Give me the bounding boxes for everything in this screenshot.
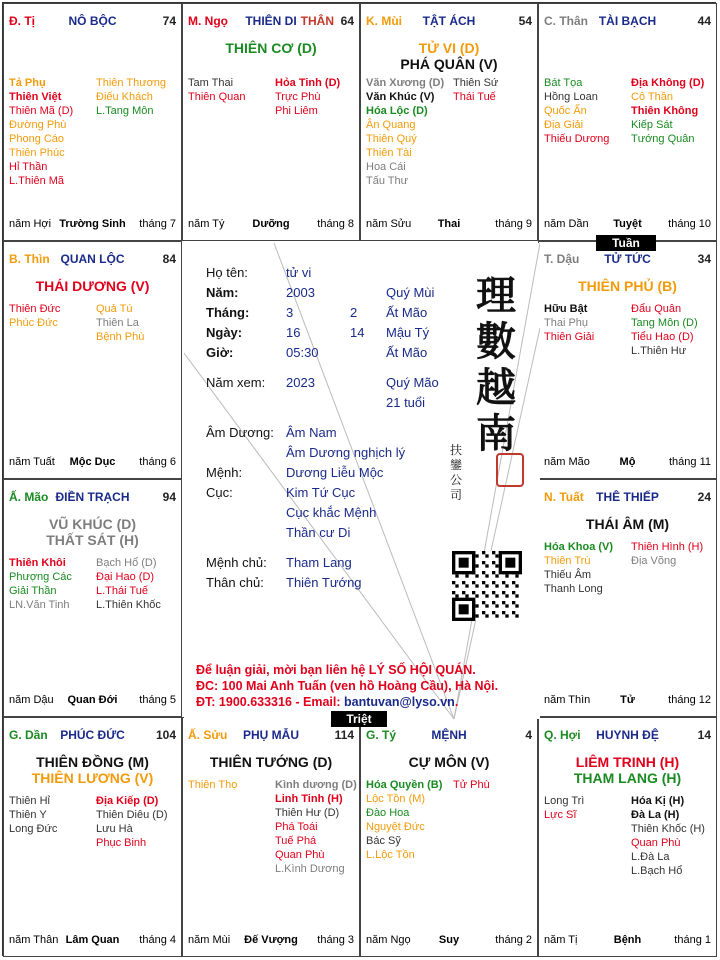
palace-month: tháng 4 — [139, 934, 176, 946]
palace-number: 44 — [697, 14, 711, 28]
palace-month: tháng 11 — [668, 456, 711, 468]
minor-star: Linh Tinh (H) — [275, 793, 343, 805]
minor-stars-right — [631, 540, 715, 568]
palace-position: K. Mùi — [366, 14, 402, 28]
palace-footer — [188, 934, 354, 948]
qr-code-icon[interactable] — [452, 551, 522, 621]
minor-star: Phong Cáo — [9, 133, 65, 145]
minor-star: Tuế Phá — [275, 835, 317, 847]
minor-stars-right — [96, 302, 180, 344]
month-solar: 3 — [286, 305, 294, 320]
minor-star: Phục Binh — [96, 837, 147, 849]
minor-star: Thiên Sứ — [453, 77, 499, 89]
minor-star: Quốc Ấn — [544, 105, 587, 117]
minor-stars-left — [9, 302, 93, 330]
minor-star: Thiên Khôi — [9, 557, 66, 569]
minor-star: Thiên Mã (D) — [9, 105, 74, 117]
minor-star: Phá Toái — [275, 821, 318, 833]
minor-star: L.Đà La — [631, 851, 670, 863]
minor-star: Long Đức — [9, 823, 58, 835]
life-stage: Thai — [437, 218, 461, 230]
palace-header — [544, 14, 711, 30]
palace-year: năm Mùi — [188, 934, 231, 946]
email-link[interactable]: bantuvan@lyso.vn — [344, 695, 455, 709]
palace-suu[interactable] — [182, 717, 360, 957]
minor-star: Hóa Lộc (D) — [366, 105, 428, 117]
palace-number: 54 — [518, 14, 532, 28]
palace-name: THÊ THIẾP — [596, 490, 659, 504]
tu-vi-chart — [2, 2, 716, 956]
minor-stars-left — [9, 556, 93, 612]
triet-marker: Triệt — [331, 711, 387, 727]
minor-star: Thiên Hỉ — [9, 795, 50, 807]
life-stage: Tử — [620, 694, 635, 706]
palace-ti[interactable] — [3, 3, 182, 241]
red-seal-stamp — [496, 453, 524, 487]
minor-stars-left — [9, 794, 93, 836]
minor-star: Bác Sỹ — [366, 835, 401, 847]
palace-number: 94 — [162, 490, 176, 504]
minor-star: Văn Xương (D) — [366, 77, 445, 89]
minor-star: Quả Tú — [96, 303, 133, 315]
minor-star: L.Thái Tuế — [96, 585, 148, 597]
hour-value: 05:30 — [286, 345, 319, 360]
minor-star: Hỉ Thần — [9, 161, 48, 173]
palace-month: tháng 12 — [668, 694, 711, 706]
minor-star: Bệnh Phù — [96, 331, 145, 343]
minor-star: Địa Kiếp (D) — [96, 795, 159, 807]
palace-position: B. Thìn — [9, 252, 50, 266]
palace-tuat[interactable] — [538, 479, 717, 717]
minor-stars-right — [96, 556, 180, 612]
palace-name: MỆNH — [431, 728, 467, 742]
palace-position: G. Dần — [9, 728, 48, 742]
minor-star: Hóa Kị (H) — [631, 795, 685, 807]
palace-number: 64 — [340, 14, 354, 28]
life-stage: Tuyệt — [613, 218, 642, 230]
palace-footer — [188, 218, 354, 232]
main-star: TỬ VI (D) — [418, 40, 480, 56]
life-stage: Trường Sinh — [59, 218, 126, 230]
main-star: THIÊN TƯỚNG (D) — [209, 754, 333, 770]
palace-header — [366, 728, 532, 744]
minor-star: Thiên Y — [9, 809, 47, 821]
palace-month: tháng 8 — [317, 218, 354, 230]
palace-header — [9, 252, 176, 268]
minor-star: Quan Phù — [275, 849, 325, 861]
minor-star: Thiên Trù — [544, 555, 591, 567]
amduong-label: Âm Dương: — [206, 425, 274, 440]
minor-star: Lực Sĩ — [544, 809, 577, 821]
palace-footer — [544, 218, 711, 232]
than-chu-label: Thân chủ: — [206, 575, 264, 590]
than-position: Thần cư Di — [286, 525, 351, 540]
amduong-note: Âm Dương nghịch lý — [286, 445, 406, 460]
main-star: PHÁ QUÂN (V) — [400, 56, 498, 72]
palace-than[interactable] — [538, 3, 717, 241]
menh-label: Mệnh: — [206, 465, 243, 480]
minor-star: Giải Thần — [9, 585, 57, 597]
than-badge: THÂN — [300, 14, 334, 28]
minor-star: Đà La (H) — [631, 809, 680, 821]
life-stage: Bệnh — [613, 934, 642, 946]
minor-stars-right — [96, 76, 180, 118]
day-lunar: 14 — [350, 325, 365, 340]
minor-star: L.Bạch Hổ — [631, 865, 683, 877]
year-value: 2003 — [286, 285, 315, 300]
life-stage: Đế Vượng — [244, 934, 298, 946]
minor-star: Địa Không (D) — [631, 77, 705, 89]
minor-stars-left — [188, 76, 272, 104]
minor-stars-left — [544, 540, 628, 596]
life-stage: Lâm Quan — [65, 934, 120, 946]
palace-month: tháng 7 — [139, 218, 176, 230]
life-stage: Mộ — [619, 456, 636, 468]
minor-star: Thanh Long — [544, 583, 603, 595]
minor-star: Đẩu Quân — [631, 303, 682, 315]
palace-year: năm Tý — [188, 218, 225, 230]
palace-month: tháng 10 — [668, 218, 711, 230]
palace-name: QUAN LỘC — [60, 252, 125, 266]
minor-stars-right — [453, 76, 537, 104]
minor-star: Đào Hoa — [366, 807, 410, 819]
palace-footer — [9, 218, 176, 232]
palace-footer — [366, 934, 532, 948]
name-value: tử vi — [286, 265, 312, 280]
main-star: VŨ KHÚC (D) — [48, 516, 137, 532]
cuc-relation: Cục khắc Mệnh — [286, 505, 377, 520]
minor-star: Phi Liêm — [275, 105, 318, 117]
brand-char: 南 — [476, 410, 516, 457]
brand-char: 理 — [476, 272, 516, 319]
palace-mui[interactable] — [360, 3, 538, 241]
palace-year: năm Dần — [544, 218, 589, 230]
main-star: THÁI DƯƠNG (V) — [35, 278, 150, 294]
day-label: Ngày: — [206, 325, 243, 340]
hour-label: Giờ: — [206, 345, 234, 360]
minor-stars-left — [544, 794, 628, 822]
minor-star: Tam Thai — [188, 77, 234, 89]
minor-star: Thiếu Âm — [544, 569, 592, 581]
minor-star: Điếu Khách — [96, 91, 153, 103]
minor-star: Phượng Các — [9, 571, 72, 583]
palace-footer — [544, 934, 711, 948]
minor-star: Hoa Cái — [366, 161, 406, 173]
palace-position: Q. Hợi — [544, 728, 581, 742]
minor-stars-right — [275, 778, 359, 876]
palace-month: tháng 2 — [495, 934, 532, 946]
minor-star: Đường Phù — [9, 119, 67, 131]
palace-ty[interactable] — [360, 717, 538, 957]
minor-star: L.Kình Dương — [275, 863, 345, 875]
minor-stars-left — [544, 76, 628, 146]
minor-star: Lộc Tồn (M) — [366, 793, 426, 805]
palace-ngo[interactable] — [182, 3, 360, 241]
palace-header — [9, 14, 176, 30]
palace-footer — [544, 456, 711, 470]
palace-year: năm Ngọ — [366, 934, 411, 946]
palace-position: G. Tý — [366, 728, 397, 742]
palace-month: tháng 1 — [674, 934, 711, 946]
palace-position: Đ. Tị — [9, 14, 35, 28]
minor-star: Ân Quang — [366, 119, 416, 131]
minor-star: Thiên Hư (D) — [275, 807, 340, 819]
minor-star: Địa Võng — [631, 555, 677, 567]
main-star: THAM LANG (H) — [573, 770, 682, 786]
center-info-panel — [184, 243, 540, 719]
palace-year: năm Thân — [9, 934, 59, 946]
minor-stars-right — [96, 794, 180, 850]
palace-header — [188, 14, 354, 30]
palace-header — [366, 14, 532, 30]
minor-star: Hữu Bật — [544, 303, 588, 315]
minor-star: Thiên Quan — [188, 91, 246, 103]
palace-footer — [366, 218, 532, 232]
minor-star: L.Tang Môn — [96, 105, 154, 117]
palace-position: T. Dậu — [544, 252, 580, 266]
minor-star: Tử Phù — [453, 779, 490, 791]
minor-star: Lưu Hà — [96, 823, 133, 835]
tuan-marker: Tuần — [596, 235, 656, 251]
menh-chu-value: Tham Lang — [286, 555, 352, 570]
main-star: LIÊM TRINH (H) — [575, 754, 680, 770]
palace-footer — [9, 694, 176, 708]
minor-star: Hồng Loan — [544, 91, 598, 103]
month-lunar: 2 — [350, 305, 358, 320]
palace-hoi[interactable] — [538, 717, 717, 957]
main-star: THIÊN ĐỒNG (M) — [36, 754, 149, 770]
minor-star: Phúc Đức — [9, 317, 58, 329]
minor-star: Thiên Diêu (D) — [96, 809, 168, 821]
palace-name: TẬT ÁCH — [422, 14, 476, 28]
palace-footer — [9, 456, 176, 470]
palace-year: năm Thìn — [544, 694, 591, 706]
palace-header — [544, 728, 711, 744]
minor-star: Thiên Thương — [96, 77, 167, 89]
life-stage: Mộc Dục — [69, 456, 116, 468]
palace-month: tháng 3 — [317, 934, 354, 946]
palace-position: M. Ngọ — [188, 14, 228, 28]
amduong-value: Âm Nam — [286, 425, 337, 440]
palace-year: năm Tuất — [9, 456, 55, 468]
minor-star: Thiên Việt — [9, 91, 62, 103]
main-star: THIÊN LƯƠNG (V) — [31, 770, 154, 786]
palace-header — [544, 252, 711, 268]
palace-name: THIÊN DI — [245, 14, 297, 28]
brand-small-text: 扶鑾公司 — [450, 443, 463, 502]
palace-year: năm Sửu — [366, 218, 412, 230]
minor-star: Thiên Khốc (H) — [631, 823, 705, 835]
minor-star: Thiên Không — [631, 105, 699, 117]
year-label: Năm: — [206, 285, 239, 300]
minor-star: Kình dương (D) — [275, 779, 357, 791]
palace-month: tháng 6 — [139, 456, 176, 468]
minor-star: L.Lộc Tồn — [366, 849, 415, 861]
minor-star: Thiên La — [96, 317, 139, 329]
name-label: Họ tên: — [206, 265, 248, 280]
minor-star: L.Thiên Khốc — [96, 599, 161, 611]
day-solar: 16 — [286, 325, 301, 340]
minor-star: Tướng Quân — [631, 133, 695, 145]
minor-star: Thiếu Dương — [544, 133, 610, 145]
minor-star: L.Thiên Hư — [631, 345, 687, 357]
minor-stars-right — [453, 778, 537, 792]
minor-star: Quan Phù — [631, 837, 681, 849]
main-star: CỰ MÔN (V) — [408, 754, 490, 770]
minor-stars-left — [366, 778, 450, 862]
main-star: THẤT SÁT (H) — [46, 532, 139, 548]
palace-name: TÀI BẠCH — [598, 14, 657, 28]
minor-stars-right — [631, 302, 715, 358]
life-stage: Quan Đới — [67, 694, 118, 706]
cuc-label: Cục: — [206, 485, 233, 500]
minor-star: Kiếp Sát — [631, 119, 673, 131]
contact-line-1: Để luận giải, mời bạn liên hệ LÝ SỐ HỘI QUÁN. — [196, 663, 476, 677]
minor-star: Nguyệt Đức — [366, 821, 425, 833]
palace-number: 4 — [525, 728, 532, 742]
palace-header — [9, 490, 176, 506]
minor-stars-left — [9, 76, 93, 188]
palace-header — [188, 728, 354, 744]
palace-name: PHỤ MẪU — [243, 728, 299, 742]
minor-stars-left — [366, 76, 450, 188]
palace-number: 74 — [162, 14, 176, 28]
contact-address: ĐC: 100 Mai Anh Tuấn (ven hồ Hoàng Cầu), Hà Nội. — [196, 679, 499, 693]
palace-month: tháng 9 — [495, 218, 532, 230]
palace-position: Ấ. Sửu — [188, 728, 228, 742]
minor-star: L.Thiên Mã — [9, 175, 65, 187]
menh-value: Dương Liễu Mộc — [286, 465, 384, 480]
palace-header — [544, 490, 711, 506]
month-cancan: Ất Mão — [386, 305, 428, 320]
minor-star: Đại Hao (D) — [96, 571, 155, 583]
minor-star: Thiên Phúc — [9, 147, 65, 159]
palace-footer — [9, 934, 176, 948]
minor-star: Văn Khúc (V) — [366, 91, 435, 103]
hour-cancan: Ất Mão — [386, 345, 428, 360]
brand-calligraphy — [470, 273, 522, 457]
main-star: THÁI ÂM (M) — [585, 516, 670, 532]
life-stage: Suy — [438, 934, 460, 946]
minor-star: Thai Phụ — [544, 317, 589, 329]
palace-name: NÔ BỘC — [68, 14, 117, 28]
palace-year: năm Mão — [544, 456, 590, 468]
minor-star: Thiên Hình (H) — [631, 541, 704, 553]
minor-stars-right — [631, 76, 715, 146]
minor-star: Tiểu Hao (D) — [631, 331, 694, 343]
palace-name: ĐIỀN TRẠCH — [55, 490, 130, 504]
minor-star: Hóa Quyền (B) — [366, 779, 443, 791]
minor-star: Bát Tọa — [544, 77, 583, 89]
palace-year: năm Tị — [544, 934, 578, 946]
minor-star: Thiên Đức — [9, 303, 61, 315]
minor-star: Trực Phù — [275, 91, 321, 103]
palace-mao[interactable] — [3, 479, 182, 717]
palace-number: 14 — [697, 728, 711, 742]
palace-dau[interactable] — [538, 241, 717, 479]
day-cancan: Mậu Tý — [386, 325, 430, 340]
menh-chu-label: Mệnh chủ: — [206, 555, 267, 570]
palace-footer — [544, 694, 711, 708]
minor-star: Thiên Tài — [366, 147, 412, 159]
palace-name: HUYNH ĐỆ — [596, 728, 659, 742]
brand-char: 數 — [476, 318, 516, 365]
palace-name: PHÚC ĐỨC — [60, 728, 125, 742]
palace-number: 84 — [162, 252, 176, 266]
palace-month: tháng 5 — [139, 694, 176, 706]
minor-stars-left — [544, 302, 628, 344]
minor-star: Thiên Quý — [366, 133, 417, 145]
main-star: THIÊN PHỦ (B) — [578, 278, 677, 294]
palace-dan[interactable] — [3, 717, 182, 957]
minor-star: Thái Tuế — [453, 91, 496, 103]
cuc-value: Kim Tứ Cục — [286, 485, 356, 500]
view-year-value: 2023 — [286, 375, 315, 390]
palace-thin[interactable] — [3, 241, 182, 479]
minor-star: Long Trì — [544, 795, 585, 807]
palace-number: 34 — [697, 252, 711, 266]
minor-star: LN.Văn Tinh — [9, 599, 70, 611]
minor-star: Thiên Thọ — [188, 779, 238, 791]
minor-star: Tang Môn (D) — [631, 317, 698, 329]
minor-star: Thiên Giải — [544, 331, 595, 343]
palace-number: 24 — [697, 490, 711, 504]
view-year-cancan: Quý Mão — [386, 375, 439, 390]
year-cancan: Quý Mùi — [386, 285, 435, 300]
palace-name: TỬ TỨC — [604, 252, 651, 266]
life-stage: Dưỡng — [252, 218, 290, 230]
minor-stars-right — [631, 794, 715, 878]
minor-star: Bạch Hổ (D) — [96, 557, 157, 569]
palace-number: 114 — [334, 728, 354, 742]
palace-position: Ấ. Mão — [9, 490, 49, 504]
palace-year: năm Hợi — [9, 218, 52, 230]
minor-star: Hỏa Tinh (D) — [275, 77, 341, 89]
view-year-label: Năm xem: — [206, 375, 266, 390]
minor-star: Cô Thần — [631, 91, 673, 103]
minor-star: Tả Phụ — [9, 77, 46, 89]
month-label: Tháng: — [206, 305, 250, 320]
palace-position: N. Tuất — [544, 490, 584, 504]
main-star: THIÊN CƠ (D) — [225, 40, 317, 56]
contact-phone-email: ĐT: 1900.633316 - Email: bantuvan@lyso.vn. — [196, 695, 459, 709]
minor-star: Hóa Khoa (V) — [544, 541, 614, 553]
palace-position: C. Thân — [544, 14, 588, 28]
palace-year: năm Dậu — [9, 694, 54, 706]
palace-header — [9, 728, 176, 744]
brand-char: 越 — [476, 364, 516, 411]
than-chu-value: Thiên Tướng — [286, 575, 362, 590]
minor-stars-right — [275, 76, 359, 118]
palace-number: 104 — [155, 728, 176, 742]
minor-stars-left — [188, 778, 272, 792]
minor-star: Địa Giải — [544, 119, 584, 131]
minor-star: Tấu Thư — [366, 175, 409, 187]
age-value: 21 tuổi — [386, 395, 426, 410]
